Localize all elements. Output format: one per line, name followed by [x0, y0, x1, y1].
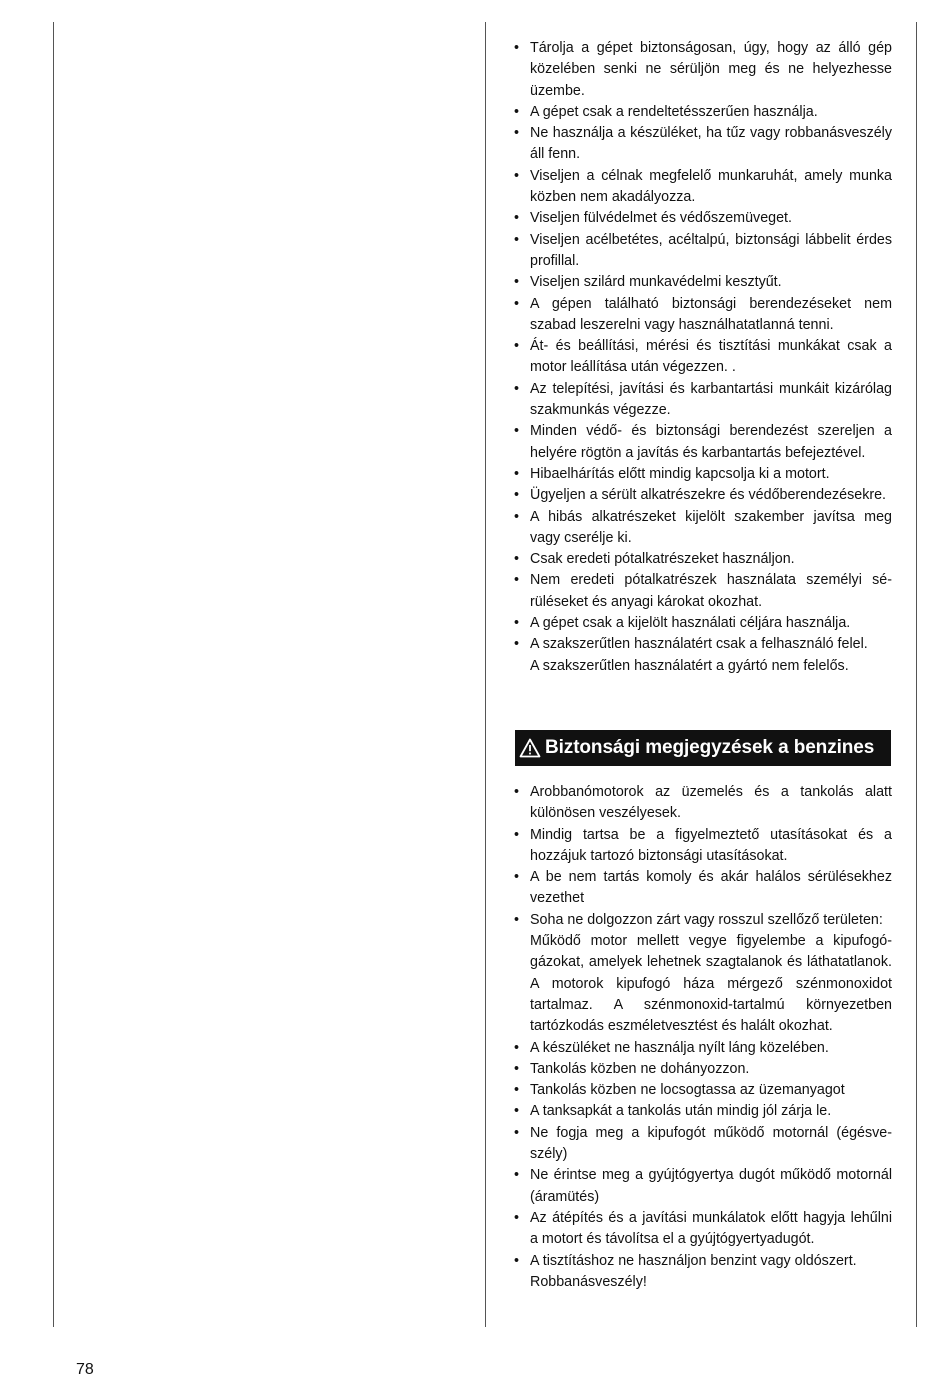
list-item-continuation: A szakszerűtlen használatért a gyártó nem felelős.	[530, 657, 849, 674]
list-item: • Nem eredeti pótalkatrészek használata személyi sérüléseket és anyagi károkat okozhat.	[514, 570, 892, 613]
list-item: • Az átépítés és a javítási munkálatok előtt hagyja lehűlni a motort és távolítsa el a gyújtógyertyadugót.	[514, 1208, 892, 1251]
list-item: • Tankolás közben ne dohányozzon.	[514, 1059, 892, 1080]
list-item-line: Soha ne dolgozzon zárt vagy rosszul szellőző területen:	[530, 911, 883, 928]
warning-triangle-icon	[519, 738, 541, 758]
column-rule-right	[916, 22, 917, 1327]
list-item: • A hibás alkatrészeket kijelölt szakember javítsa meg vagy cserélje ki.	[514, 507, 892, 550]
list-item	[514, 910, 892, 1038]
list-item-continuation: Robbanásveszély!	[530, 1273, 647, 1290]
list-item: • Viseljen acélbetétes, acéltalpú, biztonsági lábbelit érdes profillal.	[514, 230, 892, 273]
page-number: 78	[76, 1361, 94, 1378]
list-item: • Arobbanómotorok az üzemelés és a tankolás alatt különösen veszélyesek.	[514, 782, 892, 825]
list-item: • Viseljen szilárd munkavédelmi kesztyűt.	[514, 272, 892, 293]
column-rule-middle	[485, 22, 486, 1327]
list-item: • Ügyeljen a sérült alkatrészekre és védőberendezésekre.	[514, 485, 892, 506]
list-item: • Az telepítési, javítási és karbantartási munkáit kizárólag szakmunkás végezze.	[514, 379, 892, 422]
list-item-line: A tisztításhoz ne használjon benzint vagy oldószert.	[530, 1252, 857, 1269]
list-item	[514, 1251, 892, 1294]
list-item: • A gépen található biztonsági berendezéseket nem szabad leszerelni vagy használhatatlanná tenni.	[514, 294, 892, 337]
list-item: • Minden védő- és biztonsági berendezést szereljen a helyére rögtön a javítás és karbantartás befejeztével.	[514, 421, 892, 464]
list-item: • A be nem tartás komoly és akár halálos sérülésekhez vezethet	[514, 867, 892, 910]
list-item: • A készüléket ne használja nyílt láng közelében.	[514, 1038, 892, 1059]
list-item-line: A szakszerűtlen használatért csak a felhasználó felel.	[530, 636, 868, 653]
list-item: • A gépet csak a rendeltetésszerűen használja.	[514, 102, 892, 123]
list-item: • A tanksapkát a tankolás után mindig jól zárja le.	[514, 1101, 892, 1122]
list-item: • Viseljen a célnak megfelelő munkaruhát, amely munka közben nem akadályozza.	[514, 166, 892, 209]
list-item: • Tárolja a gépet biztonságosan, úgy, hogy az álló gép közelében senki ne sérüljön meg és ne helyezhesse üzembe.	[514, 38, 892, 102]
column-rule-left	[53, 22, 54, 1327]
list-item: • Hibaelhárítás előtt mindig kapcsolja ki a motort.	[514, 464, 892, 485]
list-item: • Viseljen fülvédelmet és védőszemüveget.	[514, 208, 892, 229]
safety-list-general	[514, 38, 892, 677]
list-item: • Ne használja a készüléket, ha tűz vagy robbanásveszély áll fenn.	[514, 123, 892, 166]
safety-list-petrol	[514, 782, 892, 1293]
list-item	[514, 634, 892, 677]
section-title: Biztonsági megjegyzések a benzines	[545, 737, 875, 758]
list-item: • A gépet csak a kijelölt használati céljára használja.	[514, 613, 892, 634]
list-item: • Át- és beállítási, mérési és tisztítási munkákat csak a motor leállítása után végezzen. .	[514, 336, 892, 379]
list-item-continuation: Működő motor mellett vegye figyelembe a kipufogógázokat, amelyek lehetnek szagtalanok és láthatatlanok. A motorok kipufogó háza mérgező szénmonoxidot tartalmaz. A szénmonoxid-tartalmú környezetben tartózkodás eszméletvesztést és halált okozhat.	[530, 933, 892, 1035]
list-item: • Ne érintse meg a gyújtógyertya dugót működő motornál (áramütés)	[514, 1165, 892, 1208]
list-item: • Ne fogja meg a kipufogót működő motornál (égésveszély)	[514, 1123, 892, 1166]
list-item: • Mindig tartsa be a figyelmeztető utasításokat és a hozzájuk tartozó biztonsági utasításokat.	[514, 825, 892, 868]
list-item: • Csak eredeti pótalkatrészeket használjon.	[514, 549, 892, 570]
section-header-banner	[515, 730, 891, 766]
list-item: • Tankolás közben ne locsogtassa az üzemanyagot	[514, 1080, 892, 1101]
